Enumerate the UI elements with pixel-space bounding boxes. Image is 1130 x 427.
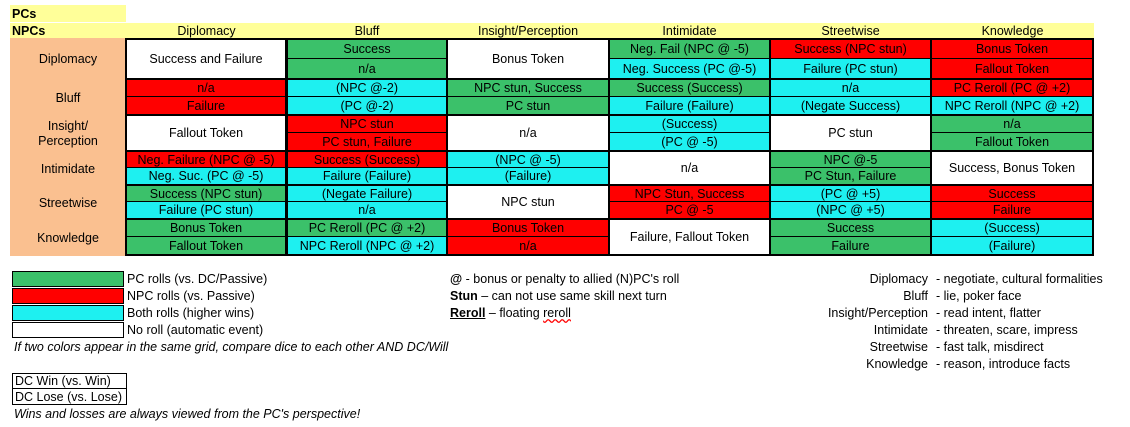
legend-swatch-red — [12, 288, 124, 304]
symbol-reroll-word: reroll — [543, 306, 571, 320]
legend-label-cyan: Both rolls (higher wins) — [127, 306, 255, 320]
grid-cell: Fallout Token — [932, 133, 1092, 150]
grid-cell: Bonus Token — [127, 220, 285, 236]
grid-cell: Success (Success) — [288, 152, 446, 167]
legend-swatch-white — [12, 322, 124, 338]
grid-cell: Failure (Failure) — [288, 168, 446, 184]
skill-name: Streetwise — [869, 340, 928, 354]
grid-cell: Success — [932, 186, 1092, 201]
column-header-insight: Insight/Perception — [447, 23, 609, 38]
legend-swatch-cyan — [12, 305, 124, 321]
grid-cell: NPC @-5 — [771, 152, 930, 167]
grid-cell: Bonus Token — [448, 40, 608, 78]
symbol-at-desc: - bonus or penalty to allied (N)PC's roll — [462, 272, 680, 286]
column-header-knowledge: Knowledge — [931, 23, 1094, 38]
grid-cell: Failure — [127, 97, 285, 114]
grid-cell: Neg. Success (PC @-5) — [610, 59, 769, 78]
row-header-streetwise: Streetwise — [10, 186, 126, 220]
column-header-streetwise: Streetwise — [770, 23, 931, 38]
row-header-bluff: Bluff — [10, 80, 126, 116]
row-header-diplomacy: Diplomacy — [10, 38, 126, 80]
grid-cell: n/a — [932, 116, 1092, 132]
grid-cell: PC Stun, Failure — [771, 168, 930, 184]
grid-cell: NPC Reroll (NPC @ +2) — [288, 237, 446, 254]
symbol-at — [450, 272, 679, 286]
pcs-header: PCs — [10, 5, 126, 22]
symbol-stun — [450, 289, 667, 303]
skill-desc: - negotiate, cultural formalities — [936, 272, 1103, 286]
skill-desc: - reason, introduce facts — [936, 357, 1071, 371]
grid-cell: Success — [771, 220, 930, 236]
symbol-stun-desc: – can not use same skill next turn — [477, 289, 667, 303]
grid-cell: (Negate Failure) — [288, 186, 446, 201]
grid-cell: (Failure) — [448, 168, 608, 184]
grid-cell: n/a — [448, 116, 608, 150]
column-header-intimidate: Intimidate — [609, 23, 770, 38]
grid-cell: NPC Stun, Success — [610, 186, 769, 201]
grid-cell: Failure (Failure) — [610, 97, 769, 114]
grid-cell: Failure — [932, 202, 1092, 218]
dc-lose-box: DC Lose (vs. Lose) — [12, 389, 127, 405]
dc-note: Wins and losses are always viewed from the PC's perspective! — [14, 407, 361, 421]
grid-cell: (Success) — [932, 220, 1092, 236]
grid-cell: Success, Bonus Token — [932, 152, 1092, 184]
symbol-reroll — [450, 306, 571, 320]
grid-cell: PC @ -5 — [610, 202, 769, 218]
grid-cell: (NPC @-2) — [288, 80, 446, 96]
grid-cell: (PC @ -5) — [610, 133, 769, 150]
grid-cell: Fallout Token — [127, 116, 285, 150]
grid-cell: n/a — [127, 80, 285, 96]
grid-cell: n/a — [448, 237, 608, 254]
symbol-reroll-desc: – floating — [485, 306, 544, 320]
grid-cell: Neg. Fail (NPC @ -5) — [610, 40, 769, 58]
skill-name: Insight/Perception — [827, 306, 928, 320]
skill-name: Knowledge — [866, 357, 928, 371]
symbol-reroll-sym: Reroll — [450, 306, 486, 320]
grid-cell: (Failure) — [932, 237, 1092, 254]
grid-cell: Success (Success) — [610, 80, 769, 96]
legend-label-red: NPC rolls (vs. Passive) — [127, 289, 255, 303]
grid-cell: PC stun — [448, 97, 608, 114]
grid-cell: (NPC @ +5) — [771, 202, 930, 218]
grid-cell: (PC @-2) — [288, 97, 446, 114]
grid-cell: Failure — [771, 237, 930, 254]
grid-cell: (PC @ +5) — [771, 186, 930, 201]
grid-cell: Neg. Failure (NPC @ -5) — [127, 152, 285, 167]
column-header-bluff: Bluff — [287, 23, 447, 38]
grid-cell: n/a — [610, 152, 769, 184]
grid-cell: PC Reroll (PC @ +2) — [932, 80, 1092, 96]
grid-cell: (NPC @ -5) — [448, 152, 608, 167]
grid-cell: PC stun — [771, 116, 930, 150]
skill-name: Intimidate — [873, 323, 928, 337]
skill-desc: - fast talk, misdirect — [936, 340, 1044, 354]
grid-cell: Success — [288, 40, 446, 58]
dc-win-box: DC Win (vs. Win) — [12, 373, 127, 389]
grid-cell: Fallout Token — [932, 59, 1092, 78]
symbol-stun-sym: Stun — [450, 289, 478, 303]
legend-swatch-green — [12, 271, 124, 287]
grid-cell: NPC stun, Success — [448, 80, 608, 96]
npcs-header: NPCs — [10, 23, 126, 38]
grid-cell: n/a — [288, 59, 446, 78]
row-header-insight: Insight/ Perception — [10, 116, 126, 152]
skill-desc: - lie, poker face — [936, 289, 1022, 303]
grid-cell: Success (NPC stun) — [127, 186, 285, 201]
grid-cell: n/a — [288, 202, 446, 218]
grid-cell: (Negate Success) — [771, 97, 930, 114]
grid-cell: PC Reroll (PC @ +2) — [288, 220, 446, 236]
grid-cell: NPC stun — [288, 116, 446, 132]
row-header-knowledge: Knowledge — [10, 220, 126, 256]
grid-cell: Failure, Fallout Token — [610, 220, 769, 254]
grid-cell: Fallout Token — [127, 237, 285, 254]
grid-cell: PC stun, Failure — [288, 133, 446, 150]
legend-note: If two colors appear in the same grid, compare dice to each other AND DC/Will — [14, 340, 449, 354]
grid-cell: (Success) — [610, 116, 769, 132]
grid-cell: Success (NPC stun) — [771, 40, 930, 58]
grid-cell: Failure (PC stun) — [771, 59, 930, 78]
symbol-at-sym: @ — [450, 272, 463, 286]
skill-desc: - threaten, scare, impress — [936, 323, 1078, 337]
row-header-intimidate: Intimidate — [10, 152, 126, 186]
grid-cell: Bonus Token — [932, 40, 1092, 58]
grid-cell: NPC stun — [448, 186, 608, 218]
skill-desc: - read intent, flatter — [936, 306, 1041, 320]
grid-cell: n/a — [771, 80, 930, 96]
skill-name: Diplomacy — [869, 272, 928, 286]
grid-cell: NPC Reroll (NPC @ +2) — [932, 97, 1092, 114]
legend-label-green: PC rolls (vs. DC/Passive) — [127, 272, 268, 286]
legend-label-white: No roll (automatic event) — [127, 323, 264, 337]
grid-cell: Neg. Suc. (PC @ -5) — [127, 168, 285, 184]
column-header-diplomacy: Diplomacy — [126, 23, 287, 38]
grid-cell: Success and Failure — [127, 40, 285, 78]
grid-cell: Bonus Token — [448, 220, 608, 236]
skill-name: Bluff — [903, 289, 928, 303]
grid-cell: Failure (PC stun) — [127, 202, 285, 218]
